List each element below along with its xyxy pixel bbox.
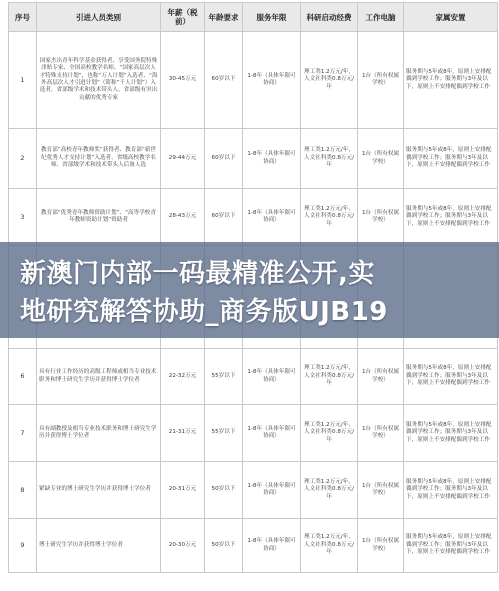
row-salary: 20-31万元 bbox=[161, 462, 205, 519]
header-salary: 年薪（税前） bbox=[161, 3, 205, 32]
row-index: 3 bbox=[9, 189, 37, 246]
row-service: 1-8年（具体年限可协商） bbox=[243, 405, 301, 462]
table-row bbox=[9, 189, 498, 246]
table-row bbox=[9, 519, 498, 573]
row-computer: 1台（所有权属学校） bbox=[358, 519, 404, 573]
row-index: 6 bbox=[9, 349, 37, 405]
row-computer: 1台（所有权属学校） bbox=[358, 349, 404, 405]
row-funding: 理工类1.2万元/年，人文社科类0.8万元/年 bbox=[301, 189, 358, 246]
row-age: 60岁以下 bbox=[205, 189, 243, 246]
row-salary: 20-30万元 bbox=[161, 519, 205, 573]
row-salary: 28-43万元 bbox=[161, 189, 205, 246]
row-funding: 理工类1.2万元/年，人文社科类0.8万元/年 bbox=[301, 129, 358, 189]
row-service: 1-8年（具体年限可协商） bbox=[243, 462, 301, 519]
row-index: 2 bbox=[9, 129, 37, 189]
row-age: 50岁以下 bbox=[205, 462, 243, 519]
row-category: 具有行业工作经历的高级工程师或相当专业技术职务和博士研究生学历并获得博士学位者 bbox=[37, 349, 161, 405]
row-age: 55岁以下 bbox=[205, 405, 243, 462]
row-category: 教育部“优秀青年教师资助计划”、“高等学校青年教师资助计划”资助者 bbox=[37, 189, 161, 246]
table-row bbox=[9, 32, 498, 129]
table-row bbox=[9, 405, 498, 462]
row-service: 1-8年（具体年限可协商） bbox=[243, 129, 301, 189]
row-salary: 29-44万元 bbox=[161, 129, 205, 189]
row-family: 服务期与5年或8年，原则上安排配偶到学校工作；服务期与3年及以下，原则上不安排配偶到学校工作 bbox=[404, 32, 498, 129]
row-salary: 22-32万元 bbox=[161, 349, 205, 405]
table-header-row bbox=[9, 3, 498, 32]
row-age: 55岁以下 bbox=[205, 349, 243, 405]
banner-title-line-2: 地研究解答协助_商务版UJB19 bbox=[20, 297, 388, 327]
banner-title-line-1: 新澳门内部一码最精准公开,实 bbox=[20, 259, 375, 289]
row-family: 服务期与5年或8年，原则上安排配偶到学校工作；服务期与3年及以下，原则上不安排配偶到学校工作 bbox=[404, 519, 498, 573]
row-category: 博士研究生学历并获得博士学位者 bbox=[37, 519, 161, 573]
row-computer: 1台（所有权属学校） bbox=[358, 189, 404, 246]
row-category: 具有副教授及相当专业技术职务和博士研究生学历并获得博士学位者 bbox=[37, 405, 161, 462]
header-computer: 工作电脑 bbox=[358, 3, 404, 32]
header-index: 序号 bbox=[9, 3, 37, 32]
row-funding: 理工类1.2万元/年，人文社科类0.8万元/年 bbox=[301, 462, 358, 519]
row-index: 8 bbox=[9, 462, 37, 519]
row-salary: 21-31万元 bbox=[161, 405, 205, 462]
row-age: 50岁以下 bbox=[205, 519, 243, 573]
row-family: 服务期与5年或8年，原则上安排配偶到学校工作；服务期与3年及以下，原则上不安排配偶到学校工作 bbox=[404, 129, 498, 189]
row-funding: 理工类1.2万元/年，人文社科类0.8万元/年 bbox=[301, 519, 358, 573]
header-service: 服务年限 bbox=[243, 3, 301, 32]
row-computer: 1台（所有权属学校） bbox=[358, 32, 404, 129]
row-funding: 理工类1.2万元/年，人文社科类0.8万元/年 bbox=[301, 32, 358, 129]
row-service: 1-8年（具体年限可协商） bbox=[243, 349, 301, 405]
row-service: 1-8年（具体年限可协商） bbox=[243, 189, 301, 246]
row-funding: 理工类1.2万元/年，人文社科类0.8万元/年 bbox=[301, 405, 358, 462]
row-salary: 30-45万元 bbox=[161, 32, 205, 129]
row-category: 紧缺专业的博士研究生学历并获得博士学位者 bbox=[37, 462, 161, 519]
row-service: 1-8年（具体年限可协商） bbox=[243, 519, 301, 573]
row-age: 60岁以下 bbox=[205, 32, 243, 129]
header-age: 年龄要求 bbox=[205, 3, 243, 32]
table-row bbox=[9, 129, 498, 189]
header-funding: 科研启动经费 bbox=[301, 3, 358, 32]
row-index: 1 bbox=[9, 32, 37, 129]
row-family: 服务期与5年或8年，原则上安排配偶到学校工作；服务期与3年及以下，原则上不安排配偶到学校工作 bbox=[404, 349, 498, 405]
row-family: 服务期与5年或8年，原则上安排配偶到学校工作；服务期与3年及以下，原则上不安排配偶到学校工作 bbox=[404, 405, 498, 462]
row-index: 7 bbox=[9, 405, 37, 462]
row-category: 教育部“高校青年教师奖”获得者、教育部“新世纪优秀人才支持计划”入选者、省级高校教学名师、省部级学术和技术带头人后备人选 bbox=[37, 129, 161, 189]
header-category: 引进人员类别 bbox=[37, 3, 161, 32]
row-family: 服务期与5年或8年，原则上安排配偶到学校工作；服务期与3年及以下，原则上不安排配偶到学校工作 bbox=[404, 462, 498, 519]
row-computer: 1台（所有权属学校） bbox=[358, 129, 404, 189]
table-row bbox=[9, 349, 498, 405]
row-category: 国家杰出青年科学基金获得者、享受国务院特殊津贴专家、全国高校教学名师、“国家高层次人才特殊支持计划”，也称“万人计划”入选者、“海外高层次人才引进计划”（简称“千人计划”）入选者，省部级学术和技术带头人、省部级有突出贡献的优秀专家 bbox=[37, 32, 161, 129]
row-service: 1-8年（具体年限可协商） bbox=[243, 32, 301, 129]
table-row bbox=[9, 462, 498, 519]
row-age: 60岁以下 bbox=[205, 129, 243, 189]
row-computer: 1台（所有权属学校） bbox=[358, 462, 404, 519]
row-index: 9 bbox=[9, 519, 37, 573]
row-family: 服务期与5年或8年，原则上安排配偶到学校工作；服务期与3年及以下，原则上不安排配偶到学校工作 bbox=[404, 189, 498, 246]
row-funding: 理工类1.2万元/年，人文社科类0.8万元/年 bbox=[301, 349, 358, 405]
header-family: 家属安置 bbox=[404, 3, 498, 32]
row-computer: 1台（所有权属学校） bbox=[358, 405, 404, 462]
